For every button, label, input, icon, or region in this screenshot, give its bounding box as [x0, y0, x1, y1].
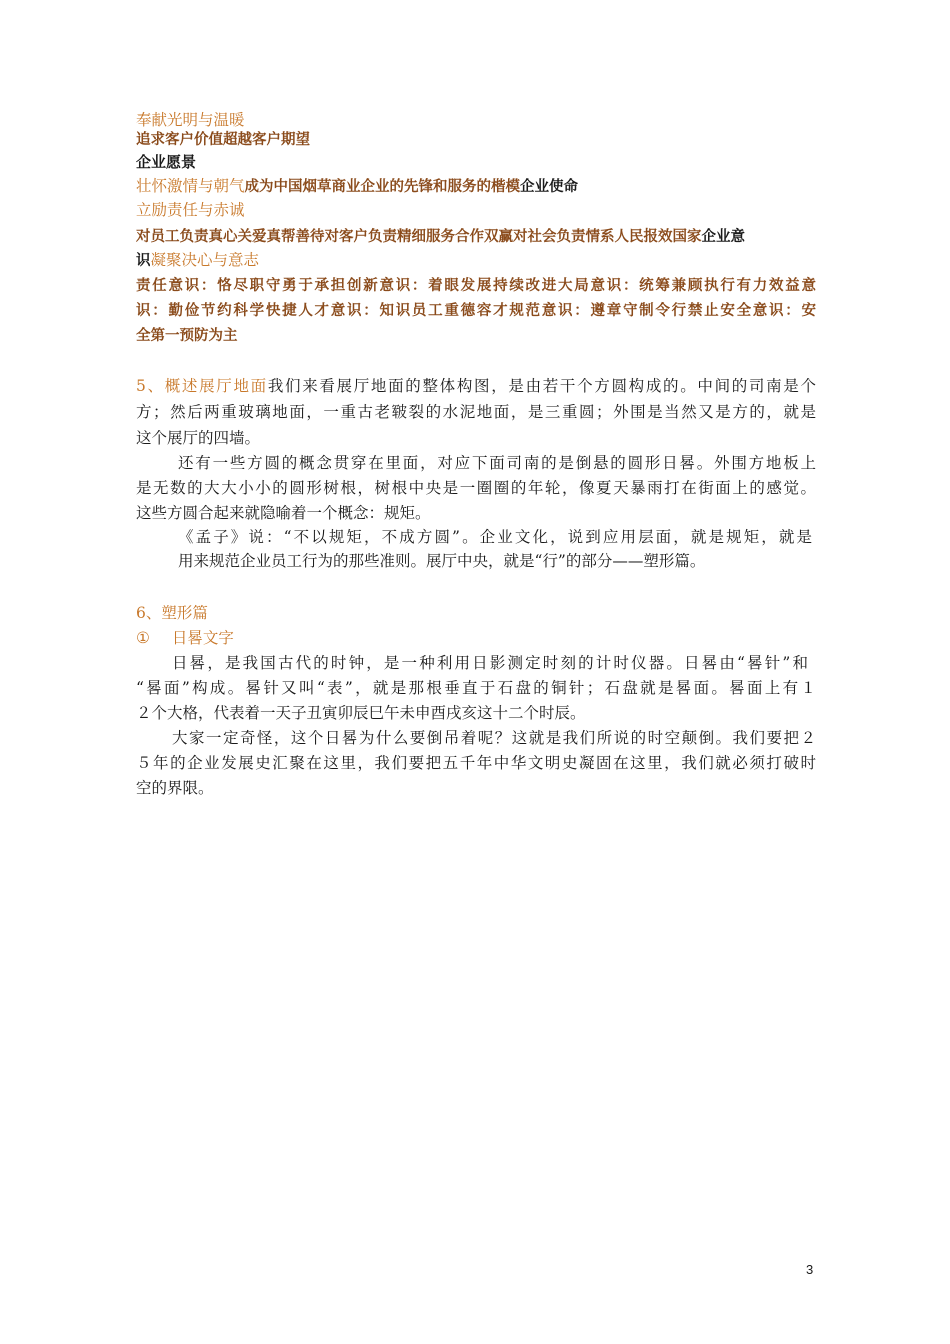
section5-para1-line1: [136, 376, 816, 396]
slogan-line-7: [136, 250, 259, 271]
section5-para1-line2: 方；然后两重玻璃地面，一重古老皲裂的水泥地面，是三重圆；外围是当然又是方的，就是: [136, 403, 816, 421]
section6-para2-line2: ５年的企业发展史汇聚在这里，我们要把五千年中华文明史凝固在这里，我们就必须打破时: [136, 754, 816, 772]
slogan-line-8: 责任意识：恪尽职守勇于承担创新意识：着眼发展持续改进大局意识：统筹兼顾执行有力效益意: [136, 278, 816, 294]
section5-para1-line3: 这个展厅的四墙。: [136, 429, 261, 447]
slogan-line-2: 追求客户价值超越客户期望: [136, 132, 310, 148]
slogan-line-9: 识：勤俭节约科学快捷人才意识：知识员工重德容才规范意识：遵章守制令行禁止安全意识：安: [136, 303, 816, 319]
section6-para1-line1: 日晷，是我国古代的时钟，是一种利用日影测定时刻的计时仪器。日晷由“晷针”和: [172, 654, 808, 672]
section6-para1-line2: “晷面”构成。晷针又叫“表”，就是那根垂直于石盘的铜针；石盘就是晷面。晷面上有１: [136, 679, 816, 697]
slogan-heading-vision: 企业愿景: [136, 153, 197, 171]
slogan-line-7-b: 凝聚决心与意志: [150, 251, 260, 269]
slogan-line-4-a: 壮怀激情与朝气: [136, 177, 245, 195]
slogan-line-4: [136, 176, 578, 197]
section5-para2-line1: 还有一些方圆的概念贯穿在里面，对应下面司南的是倒悬的圆形日晷。外围方地板上: [178, 454, 816, 472]
section5-para2-line3: 这些方圆合起来就隐喻着一个概念：规矩。: [136, 504, 431, 522]
slogan-line-4-c: 企业使命: [520, 179, 579, 195]
slogan-line-6-a: 对员工负责真心关爱真帮善待对客户负责精细服务合作双赢对社会负责情系人民报效国家: [136, 229, 702, 245]
slogan-line-1: 奉献光明与温暖: [136, 111, 245, 129]
section5-para2-line2: 是无数的大大小小的圆形树根，树根中央是一圈圈的年轮，像夏天暴雨打在街面上的感觉。: [136, 479, 816, 497]
section5-para3-line1: 《孟子》说：“不以规矩，不成方圆”。企业文化，说到应用层面，就是规矩，就是: [178, 528, 812, 546]
slogan-line-6: [136, 226, 745, 247]
section6-heading: 6、塑形篇: [136, 604, 208, 622]
page-number: 3: [806, 1262, 814, 1277]
section6-para1-line3: ２个大格，代表着一天子丑寅卯辰巳午未申酉戌亥这十二个时辰。: [136, 704, 586, 722]
section6-para2-line3: 空的界限。: [136, 779, 214, 797]
section6-para2-line1: 大家一定奇怪，这个日晷为什么要倒吊着呢？这就是我们所说的时空颠倒。我们要把２: [172, 729, 816, 747]
slogan-line-7-a: 识: [136, 253, 151, 269]
section5-heading: 5、概述展厅地面: [136, 377, 268, 395]
slogan-line-4-b: 成为中国烟草商业企业的先锋和服务的楷模: [244, 179, 521, 195]
section5-para1-line1-text: 我们来看展厅地面的整体构图，是由若干个方圆构成的。中间的司南是个: [267, 377, 816, 395]
section6-sub-title: 日晷文字: [171, 629, 234, 647]
slogan-line-6-b: 企业意: [701, 229, 745, 245]
section6-sub-number: ①: [136, 629, 150, 647]
section6-subheading: [136, 628, 234, 648]
slogan-line-5: 立励责任与赤诚: [136, 201, 245, 219]
section5-para3-line2: 用来规范企业员工行为的那些准则。展厅中央，就是“行”的部分——塑形篇。: [178, 552, 706, 570]
slogan-line-10: 全第一预防为主: [136, 328, 238, 344]
